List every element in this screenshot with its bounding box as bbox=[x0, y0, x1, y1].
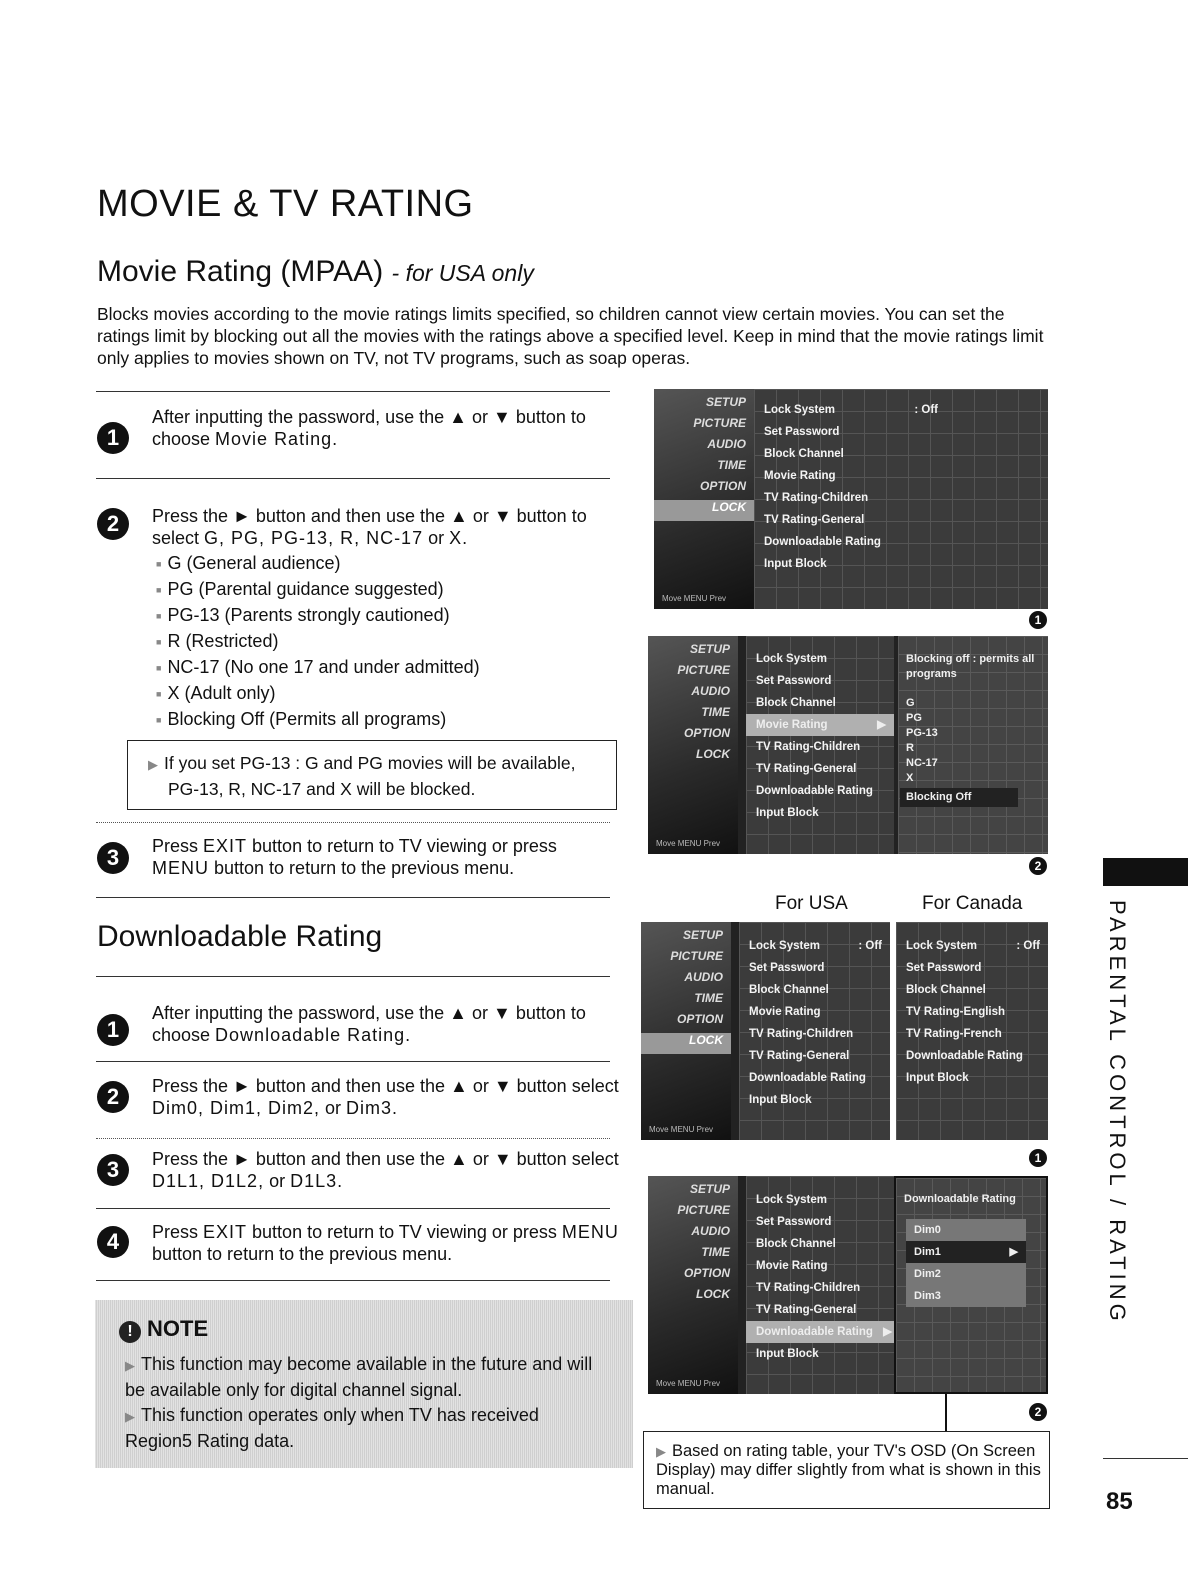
osd-option: NC-17 bbox=[906, 757, 938, 769]
osd-menu-item: TV Rating-Children bbox=[749, 1028, 854, 1040]
movie-heading-suffix: - for USA only bbox=[391, 260, 534, 286]
note-title-text: NOTE bbox=[147, 1316, 209, 1341]
divider bbox=[96, 1208, 610, 1209]
osd-menu-item: Block Channel bbox=[764, 448, 844, 460]
step-text: . bbox=[405, 1025, 411, 1045]
divider bbox=[96, 1280, 610, 1281]
divider bbox=[96, 976, 610, 977]
page-number: 85 bbox=[1106, 1488, 1133, 1515]
osd-menu-item: Block Channel bbox=[756, 1238, 836, 1250]
osd-side-label: AUDIO bbox=[691, 684, 730, 698]
osd-option: R bbox=[906, 742, 914, 754]
osd-side-label: AUDIO bbox=[684, 970, 723, 984]
step-number: 2 bbox=[97, 1081, 129, 1113]
osd-menu-item: TV Rating-General bbox=[756, 763, 857, 775]
osd-side-label: AUDIO bbox=[707, 437, 746, 451]
osd-menu-item: TV Rating-General bbox=[749, 1050, 850, 1062]
step-text: After inputting the password, use the ▲ or ▼ button to choose bbox=[152, 1003, 586, 1045]
step-keyword: G, PG, PG-13, R, NC-17 bbox=[204, 528, 424, 548]
divider bbox=[96, 478, 610, 479]
osd-side-label: PICTURE bbox=[677, 1203, 730, 1217]
osd-option: Dim0 bbox=[914, 1224, 941, 1236]
osd-menu-item-selected bbox=[746, 714, 894, 736]
osd-option: PG-13 bbox=[906, 727, 938, 739]
osd-menu-value: : Off bbox=[858, 940, 882, 952]
arrow-right-icon: ▶ bbox=[877, 719, 886, 731]
osd-side-label: PICTURE bbox=[670, 949, 723, 963]
osd-side-label: SETUP bbox=[689, 1182, 730, 1196]
osd-side-label: SETUP bbox=[705, 395, 746, 409]
divider bbox=[96, 897, 610, 898]
osd-menu-item: Set Password bbox=[764, 426, 840, 438]
step-text: . bbox=[462, 528, 468, 548]
osd-footer: Move MENU Prev bbox=[656, 1379, 721, 1388]
osd-side-label: LOCK bbox=[641, 1033, 731, 1054]
osd-submenu bbox=[894, 1176, 1048, 1394]
osd-side-label: TIME bbox=[701, 1245, 730, 1259]
list-item: ■ X (Adult only) bbox=[156, 681, 480, 707]
step-text: Press bbox=[152, 836, 204, 856]
osd-menu-item: Block Channel bbox=[906, 984, 986, 996]
osd-option: X bbox=[906, 772, 914, 784]
osd-menu-item: Input Block bbox=[906, 1072, 969, 1084]
osd-menu-item: TV Rating-English bbox=[906, 1006, 1006, 1018]
section-label: PARENTAL CONTROL / RATING bbox=[1105, 900, 1130, 1325]
osd-side-label: SETUP bbox=[689, 642, 730, 656]
step-text: Press the ► button and then use the ▲ or ▼ button to select bbox=[152, 506, 587, 548]
section-heading-movie bbox=[97, 255, 534, 289]
triangle-icon: ▶ bbox=[125, 1409, 135, 1424]
osd-menu-item: Set Password bbox=[756, 675, 832, 687]
osd-option-selected: Blocking Off bbox=[900, 788, 1018, 807]
divider bbox=[96, 822, 610, 823]
figure-marker: 1 bbox=[1029, 1149, 1047, 1167]
osd-option-label: Dim1 bbox=[914, 1246, 941, 1258]
download-step-1 bbox=[152, 1002, 630, 1046]
osd-menu-value: : Off bbox=[914, 404, 938, 416]
osd-side-label: LOCK bbox=[654, 500, 754, 521]
osd-menu-item: Lock System bbox=[756, 653, 827, 665]
info-icon: ! bbox=[119, 1321, 141, 1343]
step-number: 1 bbox=[97, 422, 129, 454]
osd-menu-item: Input Block bbox=[756, 807, 819, 819]
triangle-icon: ▶ bbox=[656, 1444, 666, 1459]
osd-side-label: LOCK bbox=[696, 747, 730, 761]
section-heading-downloadable: Downloadable Rating bbox=[97, 920, 383, 953]
movie-step-1 bbox=[152, 406, 614, 450]
step-text: button to return to the previous menu. bbox=[152, 1244, 453, 1264]
ratings-list bbox=[156, 551, 480, 733]
osd-menu-item: Movie Rating bbox=[749, 1006, 821, 1018]
osd-option-list bbox=[906, 1219, 1026, 1307]
osd-menu-item: Downloadable Rating bbox=[764, 536, 881, 548]
osd-menu-item: TV Rating-French bbox=[906, 1028, 1002, 1040]
osd-side-label: TIME bbox=[717, 458, 746, 472]
step-number: 3 bbox=[97, 1154, 129, 1186]
osd-menu-item: Downloadable Rating bbox=[906, 1050, 1023, 1062]
osd-side-label: OPTION bbox=[676, 1012, 723, 1026]
osd-menu-item: TV Rating-Children bbox=[756, 741, 861, 753]
osd-submenu-title: Downloadable Rating bbox=[904, 1193, 1016, 1205]
step-text: button to return to TV viewing or press bbox=[247, 836, 557, 856]
osd-menu-item: TV Rating-Children bbox=[764, 492, 869, 504]
note-title bbox=[119, 1316, 208, 1343]
footnote-box bbox=[643, 1431, 1050, 1509]
step-number: 4 bbox=[97, 1226, 129, 1258]
label-usa: For USA bbox=[775, 893, 848, 914]
osd-menu-item bbox=[896, 935, 1048, 957]
osd-menu-item: Downloadable Rating bbox=[749, 1072, 866, 1084]
step-text: or bbox=[423, 528, 450, 548]
osd-menu bbox=[746, 636, 894, 854]
step-text: button to return to the previous menu. bbox=[209, 858, 515, 878]
osd-option: Dim3 bbox=[914, 1290, 941, 1302]
step-keyword: Downloadable Rating bbox=[215, 1025, 406, 1045]
osd-menu-item: TV Rating-Children bbox=[756, 1282, 861, 1294]
osd-menu bbox=[739, 922, 890, 1140]
osd-side-label: OPTION bbox=[683, 1266, 730, 1280]
callout-line bbox=[945, 1394, 947, 1432]
figure-marker: 1 bbox=[1029, 611, 1047, 629]
osd-footer: Move MENU Prev bbox=[656, 839, 721, 848]
step-keyword: EXIT bbox=[203, 836, 248, 856]
list-item: ■ G (General audience) bbox=[156, 551, 480, 577]
step-keyword: X bbox=[449, 528, 463, 548]
list-item: ■ NC-17 (No one 17 and under admitted) bbox=[156, 655, 480, 681]
osd-screenshot-canada bbox=[896, 922, 1048, 1140]
arrow-right-icon: ▶ bbox=[883, 1326, 892, 1338]
osd-menu-item: TV Rating-General bbox=[756, 1304, 857, 1316]
osd-menu-item bbox=[739, 935, 890, 957]
tip-text bbox=[148, 751, 575, 802]
step-keyword: D1L1, D1L2, bbox=[152, 1171, 265, 1191]
osd-menu-item: Input Block bbox=[749, 1094, 812, 1106]
osd-info-text: Blocking off : permits all programs bbox=[906, 653, 1035, 680]
triangle-icon: ▶ bbox=[125, 1358, 135, 1373]
osd-menu-item: Movie Rating bbox=[764, 470, 836, 482]
step-text: After inputting the password, use the ▲ or ▼ button to choose bbox=[152, 407, 586, 449]
step-keyword: Dim3 bbox=[346, 1098, 393, 1118]
osd-menu-item: Block Channel bbox=[749, 984, 829, 996]
step-keyword: Movie Rating bbox=[215, 429, 333, 449]
step-keyword: MENU bbox=[561, 1222, 619, 1242]
footnote-content: Based on rating table, your TV's OSD (On Screen Display) may differ slightly from what is shown in this manual. bbox=[656, 1442, 1041, 1498]
step-number: 3 bbox=[97, 842, 129, 874]
step-text: . bbox=[337, 1171, 343, 1191]
osd-sidebar bbox=[641, 922, 731, 1140]
movie-step-2 bbox=[152, 505, 614, 549]
osd-option: PG bbox=[906, 712, 922, 724]
divider bbox=[96, 391, 610, 392]
osd-option: G bbox=[906, 697, 915, 709]
step-text: Press bbox=[152, 1222, 204, 1242]
osd-menu-item: Set Password bbox=[749, 962, 825, 974]
osd-option: Dim2 bbox=[914, 1268, 941, 1280]
osd-footer: Move MENU Prev bbox=[649, 1125, 714, 1134]
osd-side-label: OPTION bbox=[699, 479, 746, 493]
divider bbox=[96, 1138, 610, 1139]
osd-submenu bbox=[898, 636, 1048, 854]
step-keyword: EXIT bbox=[203, 1222, 248, 1242]
osd-menu-label: Lock System bbox=[906, 940, 977, 952]
osd-menu-label: Lock System bbox=[764, 404, 835, 416]
list-item: ■ PG (Parental guidance suggested) bbox=[156, 577, 480, 603]
intro-paragraph: Blocks movies according to the movie ratings limits specified, so children cannot view certain movies. You can set the ratings limit by blocking out all the movies with the ratings above a specified level. Keep in mind that the movie ratings limit only applies to movies shown on TV, not TV programs, such as soap operas. bbox=[97, 304, 1044, 368]
movie-step-3 bbox=[152, 835, 614, 879]
download-step-4 bbox=[152, 1221, 630, 1265]
footnote-text bbox=[656, 1442, 1042, 1499]
osd-menu bbox=[746, 1176, 894, 1394]
step-text: . bbox=[332, 429, 338, 449]
osd-menu-item: Lock System bbox=[756, 1194, 827, 1206]
osd-menu-item: TV Rating-General bbox=[764, 514, 865, 526]
step-text: . bbox=[392, 1098, 398, 1118]
download-step-3 bbox=[152, 1148, 630, 1192]
list-item: ■ Blocking Off (Permits all programs) bbox=[156, 707, 480, 733]
list-item: ■ PG-13 (Parents strongly cautioned) bbox=[156, 603, 480, 629]
tip-line: If you set PG-13 : G and PG movies will be available, bbox=[164, 753, 576, 773]
list-item bbox=[125, 1403, 605, 1454]
tip-box bbox=[127, 740, 617, 810]
osd-side-label: PICTURE bbox=[693, 416, 746, 430]
label-canada: For Canada bbox=[922, 893, 1023, 914]
step-text: Press the ► button and then use the ▲ or ▼ button select bbox=[152, 1076, 619, 1096]
osd-menu-item: Block Channel bbox=[756, 697, 836, 709]
step-text: Press the ► button and then use the ▲ or ▼ button select bbox=[152, 1149, 619, 1169]
note-text: This function may become available in the future and will be available only for digital channel signal. bbox=[125, 1354, 593, 1400]
osd-menu-item bbox=[754, 399, 1048, 421]
step-keyword: MENU bbox=[152, 858, 209, 878]
osd-screenshot-usa bbox=[641, 922, 890, 1140]
osd-menu-item: Input Block bbox=[756, 1348, 819, 1360]
figure-marker: 2 bbox=[1029, 857, 1047, 875]
osd-side-label: AUDIO bbox=[691, 1224, 730, 1238]
osd-menu-label: Movie Rating bbox=[756, 719, 828, 731]
page-title: MOVIE & TV RATING bbox=[97, 183, 474, 225]
osd-menu-item: Input Block bbox=[764, 558, 827, 570]
osd-menu-label: Downloadable Rating bbox=[756, 1326, 873, 1338]
step-text: or bbox=[320, 1098, 347, 1118]
osd-side-label: SETUP bbox=[682, 928, 723, 942]
arrow-right-icon: ▶ bbox=[1009, 1246, 1018, 1258]
triangle-icon: ▶ bbox=[148, 757, 158, 772]
osd-side-label: TIME bbox=[694, 991, 723, 1005]
osd-screenshot-1 bbox=[654, 389, 1048, 609]
osd-side-label: PICTURE bbox=[677, 663, 730, 677]
osd-menu bbox=[754, 389, 1048, 609]
osd-sidebar bbox=[648, 636, 738, 854]
osd-footer: Move MENU Prev bbox=[662, 594, 727, 603]
osd-side-label: TIME bbox=[701, 705, 730, 719]
osd-menu-value: : Off bbox=[1016, 940, 1040, 952]
tip-line: PG-13, R, NC-17 and X will be blocked. bbox=[168, 779, 476, 799]
osd-screenshot-4 bbox=[648, 1176, 1048, 1394]
osd-menu-item: Set Password bbox=[756, 1216, 832, 1228]
divider bbox=[1103, 1458, 1188, 1459]
note-text: This function operates only when TV has received Region5 Rating data. bbox=[125, 1405, 539, 1451]
osd-sidebar bbox=[648, 1176, 738, 1394]
step-text: button to return to TV viewing or press bbox=[247, 1222, 562, 1242]
step-number: 1 bbox=[97, 1014, 129, 1046]
step-text: or bbox=[264, 1171, 291, 1191]
osd-menu bbox=[896, 922, 1048, 1140]
osd-menu-item: Set Password bbox=[906, 962, 982, 974]
osd-screenshot-2 bbox=[648, 636, 1048, 854]
osd-menu-item-selected bbox=[746, 1321, 894, 1343]
note-items bbox=[125, 1352, 605, 1454]
list-item bbox=[125, 1352, 605, 1403]
section-tab bbox=[1103, 858, 1188, 886]
osd-menu-item: Downloadable Rating bbox=[756, 785, 873, 797]
osd-sidebar bbox=[654, 389, 754, 609]
divider bbox=[96, 1061, 610, 1062]
step-keyword: Dim0, Dim1, Dim2, bbox=[152, 1098, 321, 1118]
list-item: ■ R (Restricted) bbox=[156, 629, 480, 655]
note-box bbox=[95, 1300, 633, 1468]
osd-menu-label: Lock System bbox=[749, 940, 820, 952]
osd-side-label: OPTION bbox=[683, 726, 730, 740]
step-keyword: D1L3 bbox=[290, 1171, 338, 1191]
osd-option-selected bbox=[906, 1241, 1026, 1263]
download-step-2 bbox=[152, 1075, 630, 1119]
figure-marker: 2 bbox=[1029, 1403, 1047, 1421]
movie-heading-text: Movie Rating (MPAA) bbox=[97, 255, 384, 288]
osd-menu-item: Movie Rating bbox=[756, 1260, 828, 1272]
step-number: 2 bbox=[97, 508, 129, 540]
osd-side-label: LOCK bbox=[696, 1287, 730, 1301]
